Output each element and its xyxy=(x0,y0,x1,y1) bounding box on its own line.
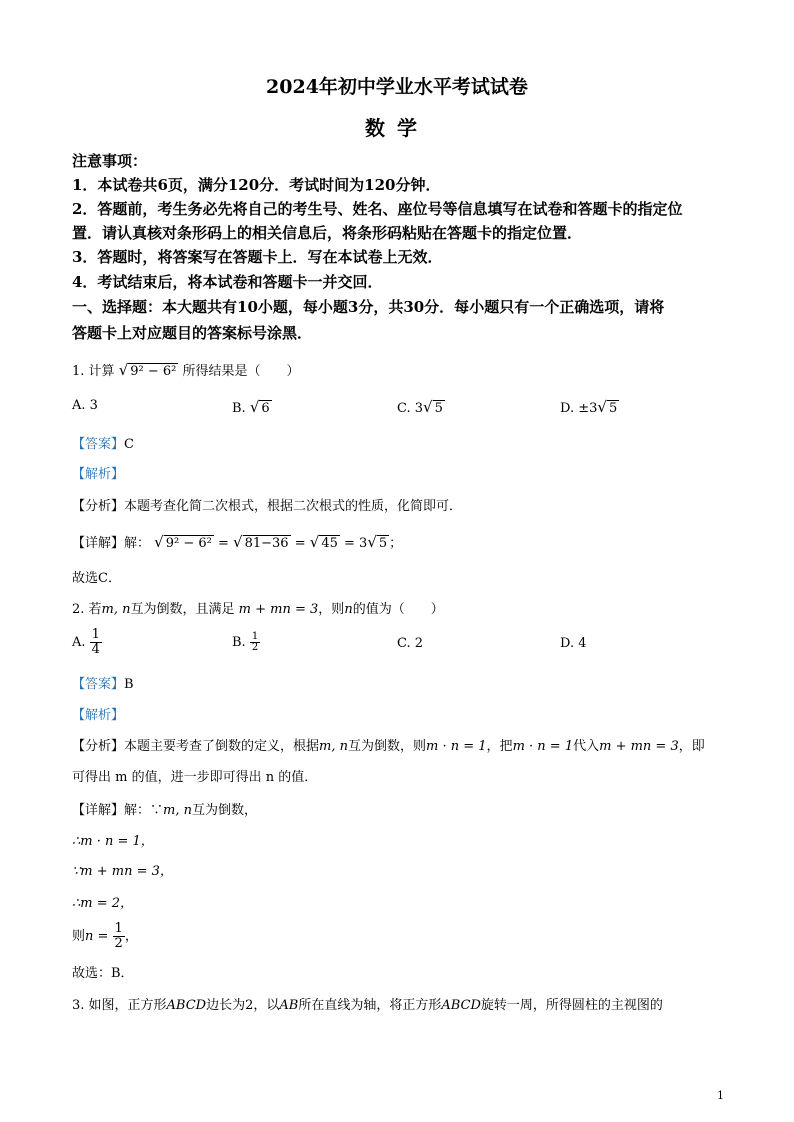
subject-title: 数学 xyxy=(365,116,429,140)
notice-item-2b: 置．请认真核对条形码上的相关信息后，将条形码粘贴在答题卡的指定位置． xyxy=(72,224,583,242)
q2-conclusion: 故选：B． xyxy=(72,966,134,981)
q2-option-a: A. $\frac{1}{4}$ xyxy=(72,627,100,657)
q1-stem xyxy=(72,360,300,379)
q1-detail: 【详解】解： √ 9² − 6² = √ 81−36 = √ 45 = 3√ 5 ； xyxy=(72,533,403,551)
notice-item-1: 1．本试卷共6页，满分120分．考试时间为120分钟． xyxy=(72,176,441,194)
q2-step-1: ∴m · n = 1， xyxy=(72,834,154,849)
q2-option-d: D. 4 xyxy=(560,636,587,651)
q2-analysis-tag: 【解析】 xyxy=(72,708,125,723)
q2-fenxi-line1: 【分析】本题主要考查了倒数的定义，根据m, n互为倒数，则m · n = 1，把m · n = 1代入m + mn = 3，即 xyxy=(72,739,705,754)
page-number: 1 xyxy=(717,1089,724,1102)
q2-step-3: ∴m = 2， xyxy=(72,896,134,911)
q2-option-c: C. 2 xyxy=(397,636,424,651)
q2-stem: 2. 若m, n互为倒数，且满足 m + mn = 3，则n的值为（ ） xyxy=(72,602,444,617)
q1-option-c: C. 3√ 5 xyxy=(397,398,443,416)
section1-line2: 答题卡上对应题目的答案标号涂黑． xyxy=(72,324,313,342)
q3-stem: 3. 如图，正方形ABCD边长为2，以AB所在直线为轴，将正方形ABCD旋转一周，所得圆柱的主视图的 xyxy=(72,998,663,1013)
notice-item-2a: 2．答题前，考生务必先将自己的考生号、姓名、座位号等信息填写在试卷和答题卡的指定位 xyxy=(72,200,683,218)
q2-step-4: 则n = $\frac{1}{2}$ ， xyxy=(72,921,138,951)
notice-heading: 注意事项： xyxy=(72,152,148,170)
q1-conclusion: 故选C． xyxy=(72,571,121,586)
exam-title: 2024年初中学业水平考试试卷 xyxy=(266,76,528,98)
section1-line1: 一、选择题：本大题共有10小题，每小题3分，共30分．每小题只有一个正确选项，请将 xyxy=(72,298,665,316)
q1-radicand: 9² − 6² xyxy=(130,364,177,379)
q1-option-d: D. ±3√ 5 xyxy=(560,398,618,416)
radical-sign: √ xyxy=(118,361,129,379)
q1-analysis-tag: 【解析】 xyxy=(72,467,125,482)
notice-item-4: 4．考试结束后，将本试卷和答题卡一并交回． xyxy=(72,273,383,291)
q1-option-b: B. √ 6 xyxy=(232,398,270,416)
q2-fenxi-line2: 可得出 m 的值，进一步即可得出 n 的值． xyxy=(72,770,318,785)
q2-step-2: ∵m + mn = 3， xyxy=(72,864,173,879)
q2-answer: 【答案】B xyxy=(72,677,134,692)
q1-prefix: 1. 计算 xyxy=(72,364,115,379)
q1-answer: 【答案】C xyxy=(72,437,134,452)
q1-option-a: A. 3 xyxy=(72,398,98,413)
notice-item-3: 3．答题时，将答案写在答题卡上．写在本试卷上无效． xyxy=(72,248,443,266)
q2-detail: 【详解】解：∵m, n互为倒数， xyxy=(72,803,258,818)
answer-tag: 【答案】 xyxy=(72,437,125,452)
q1-fenxi: 【分析】本题考查化简二次根式，根据二次根式的性质，化简即可． xyxy=(72,499,463,514)
q1-suffix: 所得结果是（ ） xyxy=(182,364,300,379)
q2-option-b: B. $\frac{1}{2}$ xyxy=(232,631,259,653)
